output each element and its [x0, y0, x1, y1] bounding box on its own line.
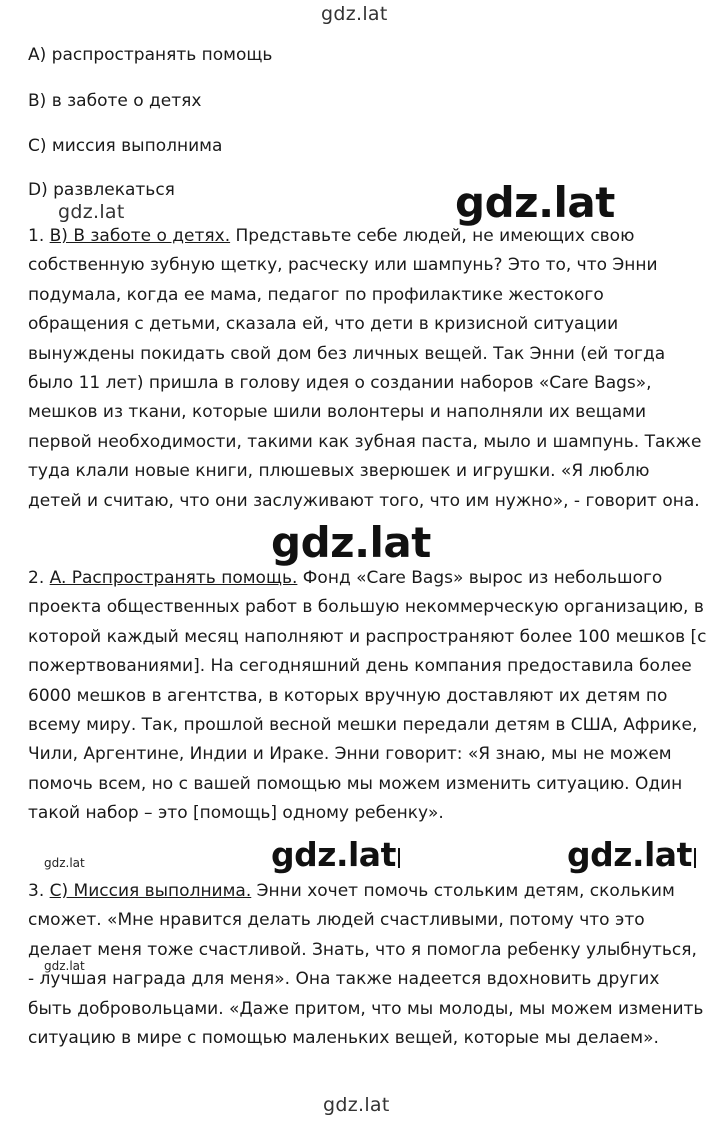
option-a: A) распространять помощь	[28, 45, 273, 65]
watermark-mid-right: gdz.lat	[567, 835, 696, 874]
watermark-tiny-1: gdz.lat	[44, 856, 85, 870]
answer-text: Энни хочет помочь стольким детям, скольким сможет. «Мне нравится делать людей счастливыми, потому что это делает меня тоже счастливой. Знать, что я помогла ребенку улыбнуться, - лучшая награда для меня». Она также надеется вдохновить других быть добровольцами. «Даже притом, что мы молоды, мы можем изменить ситуацию в мире с помощью маленьких вещей, которые мы делаем».	[28, 881, 704, 1049]
answer-label: A. Распространять помощь.	[49, 568, 298, 588]
answer-paragraph-1	[28, 222, 708, 516]
answer-paragraph-3	[28, 877, 708, 1053]
watermark-tiny-2: gdz.lat	[44, 959, 85, 973]
watermark-big-center: gdz.lat	[271, 518, 431, 567]
answer-text: Представьте себе людей, не имеющих свою собственную зубную щетку, расческу или шампунь? Это то, что Энни подумала, когда ее мама, педагог по профилактике жестокого обращения с детьми, сказала ей, что дети в кризисной ситуации вынуждены покидать свой дом без личных вещей. Так Энни (ей тогда было 11 лет) пришла в голову идея о создании наборов «Care Bags», мешков из ткани, которые шили волонтеры и наполняли их вещами первой необходимости, такими как зубная паста, мыло и шампунь. Также туда клали новые книги, плюшевых зверюшек и игрушки. «Я люблю детей и считаю, что они заслуживают того, что им нужно», - говорит она.	[28, 226, 702, 511]
option-d: D) развлекаться	[28, 180, 175, 200]
answer-label: C) Миссия выполнима.	[49, 881, 252, 901]
answer-number: 3.	[28, 881, 50, 901]
watermark-bottom: gdz.lat	[323, 1094, 390, 1116]
option-c: C) миссия выполнима	[28, 136, 223, 156]
answer-paragraph-2	[28, 564, 708, 829]
answer-text: Фонд «Care Bags» вырос из небольшого проекта общественных работ в большую некоммерческую организацию, в которой каждый месяц наполняют и распространяют более 100 мешков [с пожертвованиями]. На сегодняшний день компания предоставила более 6000 мешков в агентства, в которых вручную доставляют их детям по всему миру. Так, прошлой весной мешки передали детям в США, Африке, Чили, Аргентине, Индии и Ираке. Энни говорит: «Я знаю, мы не можем помочь всем, но с вашей помощью мы можем изменить ситуацию. Один такой набор – это [помощь] одному ребенку».	[28, 568, 707, 824]
answer-number: 1.	[28, 226, 50, 246]
watermark-mid-left: gdz.lat	[271, 835, 400, 874]
watermark-small-left: gdz.lat	[58, 201, 125, 223]
answer-label: B) В заботе о детях.	[49, 226, 231, 246]
watermark-top: gdz.lat	[321, 3, 388, 25]
watermark-big-right: gdz.lat	[455, 178, 615, 227]
answer-number: 2.	[28, 568, 50, 588]
option-b: B) в заботе о детях	[28, 91, 202, 111]
